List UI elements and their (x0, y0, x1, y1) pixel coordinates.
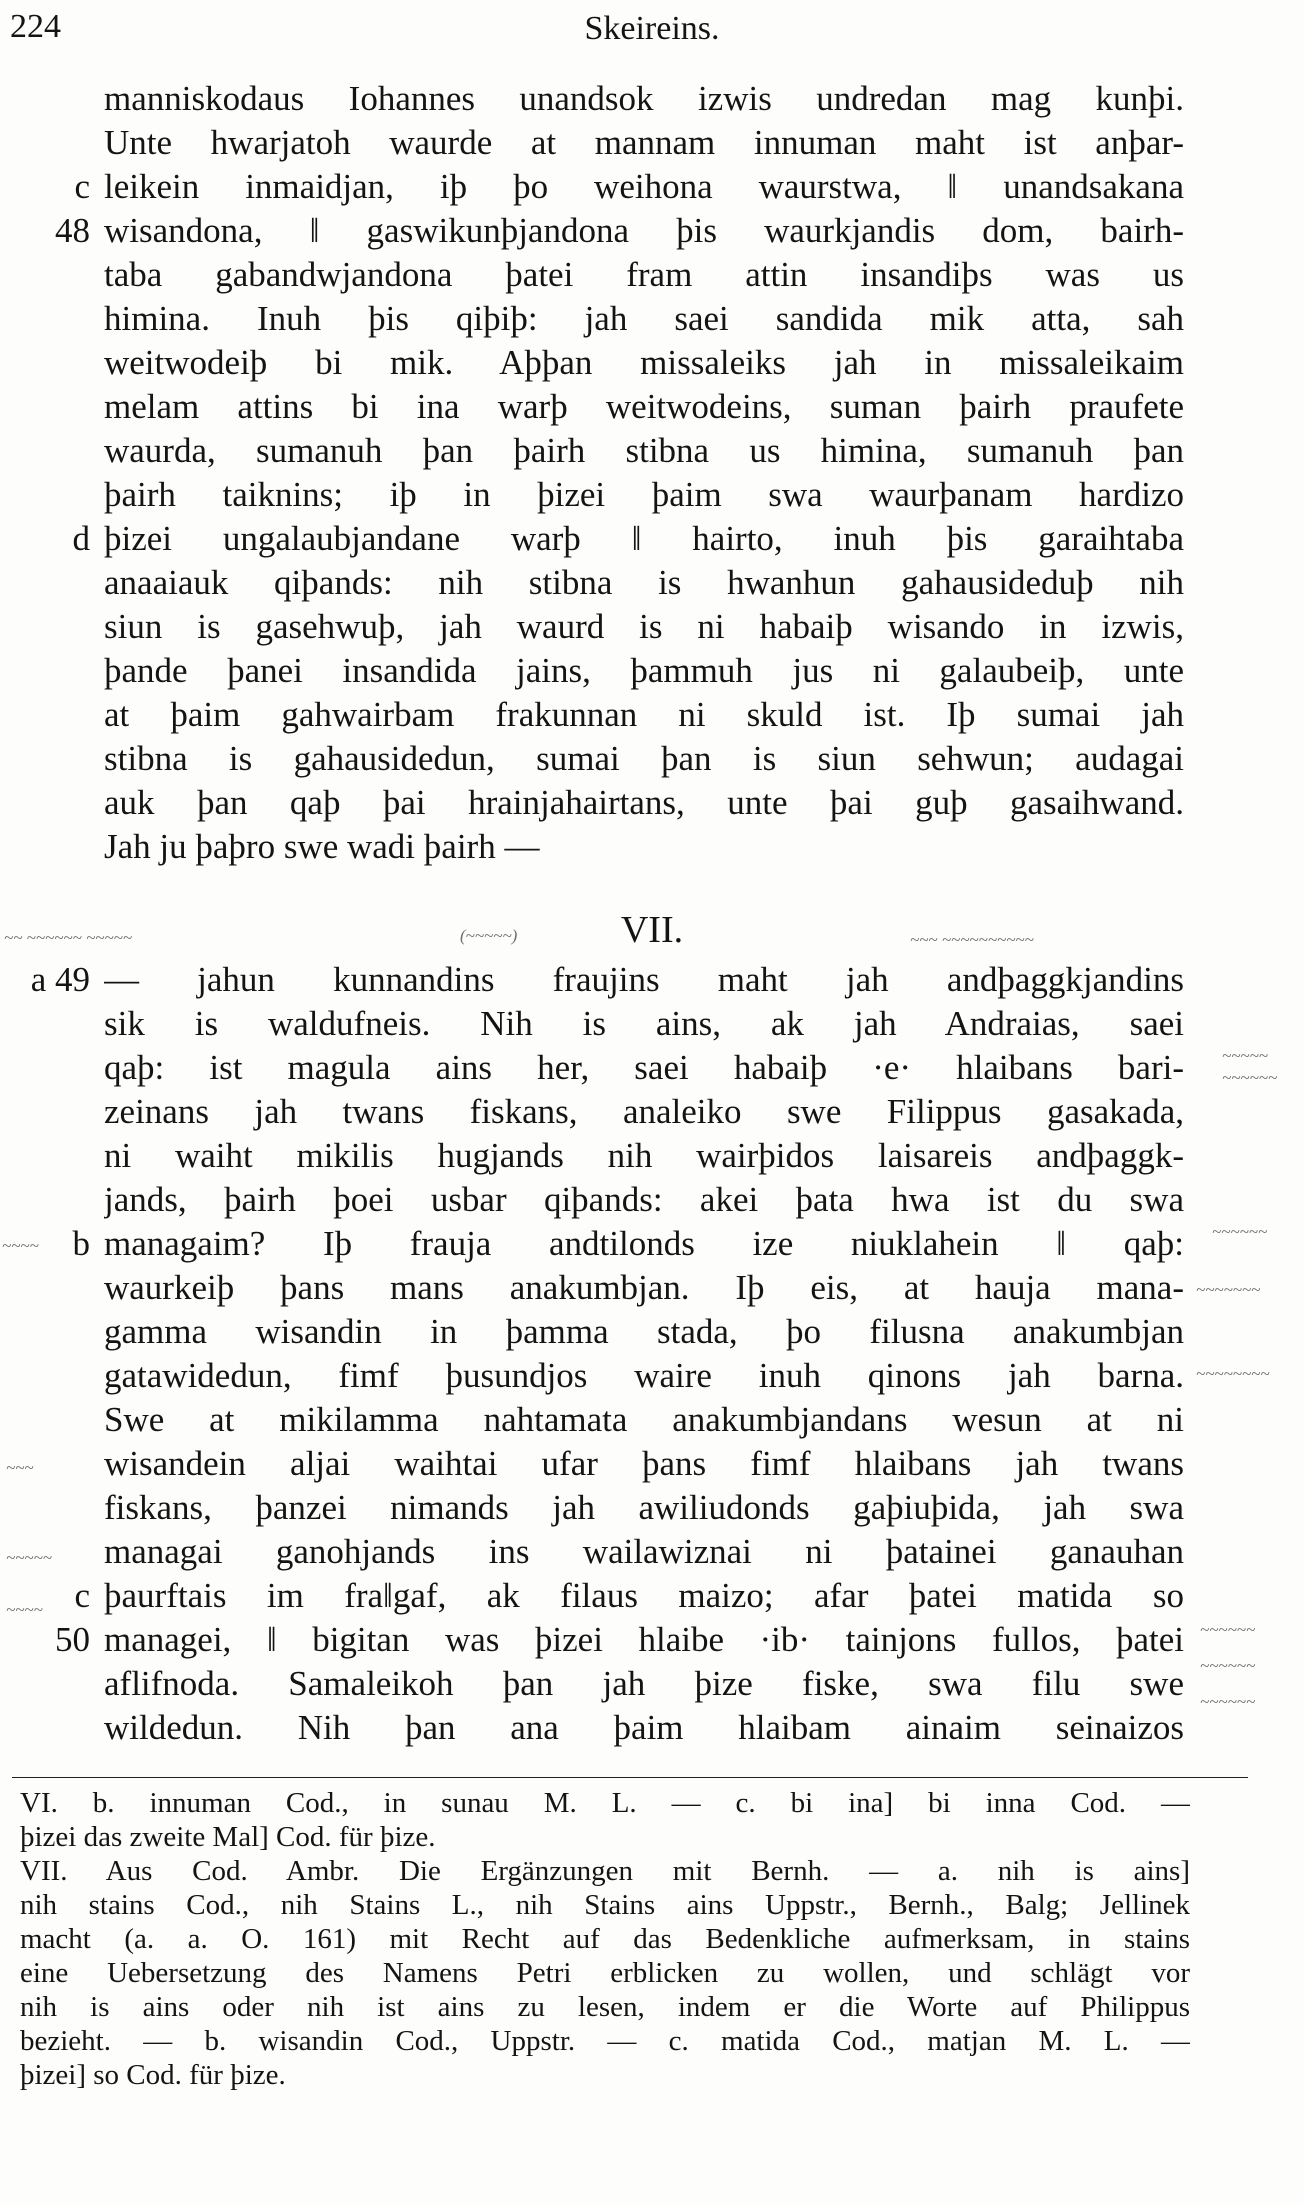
handwritten-annotation: ~~~~ (2, 1236, 39, 1255)
text-line: himina. Inuh þis qiþiþ: jah saei sandida mik atta, sah (104, 299, 1184, 338)
footnote-line: eine Uebersetzung des Namens Petri erblicken zu wollen, und schlägt vor (20, 1957, 1190, 1989)
running-title: Skeireins. (584, 10, 720, 47)
text-line: wildedun. Nih þan ana þaim hlaibam ainaim seinaizos (104, 1708, 1184, 1747)
section-heading: VII. (620, 909, 684, 951)
text-line: weitwodeiþ bi mik. Aþþan missaleiks jah in missaleikaim (104, 343, 1184, 382)
text-line: þairh taiknins; iþ in þizei þaim swa waurþanam hardizo (104, 475, 1184, 514)
text-line: þizei ungalaubjandane warþ ‖ hairto, inuh þis garaihtaba (104, 519, 1184, 558)
text-line: wisandein aljai waihtai ufar þans fimf hlaibans jah twans (104, 1444, 1184, 1483)
handwritten-annotation: ~~~~~ (1222, 1046, 1268, 1065)
footnote-divider (12, 1777, 1248, 1778)
text-line: sik is waldufneis. Nih is ains, ak jah Andraias, saei (104, 1004, 1184, 1043)
text-line: managai ganohjands ins wailawiznai ni þatainei ganauhan (104, 1532, 1184, 1571)
text-line: siun is gasehwuþ, jah waurd is ni habaiþ wisando in izwis, (104, 607, 1184, 646)
text-line: Jah ju þaþro swe wadi þairh — (104, 827, 540, 866)
text-line: auk þan qaþ þai hrainjahairtans, unte þai guþ gasaihwand. (104, 783, 1184, 822)
text-line: waurkeiþ þans mans anakumbjan. Iþ eis, at hauja mana- (104, 1268, 1184, 1307)
text-line: managaim? Iþ frauja andtilonds ize niuklahein ‖ qaþ: (104, 1224, 1184, 1263)
footnote-line: nih is ains oder nih ist ains zu lesen, indem er die Worte auf Philippus (20, 1991, 1190, 2023)
footnote-line: bezieht. — b. wisandin Cod., Uppstr. — c. matida Cod., matjan M. L. — (20, 2025, 1190, 2057)
margin-marker: c (74, 1576, 90, 1615)
text-line: manniskodaus Iohannes unandsok izwis undredan mag kunþi. (104, 79, 1184, 118)
footnote-line: þizei das zweite Mal] Cod. für þize. (20, 1821, 436, 1853)
text-line: Unte hwarjatoh waurde at mannam innuman maht ist anþar- (104, 123, 1184, 162)
handwritten-annotation: ~~~~~~ (1200, 1656, 1256, 1675)
handwritten-annotation: ~~~ (6, 1458, 34, 1477)
text-line: stibna is gahausidedun, sumai þan is siun sehwun; audagai (104, 739, 1184, 778)
footnote-line: VII. Aus Cod. Ambr. Die Ergänzungen mit Bernh. — a. nih is ains] (20, 1855, 1190, 1887)
handwritten-annotation: ~~~~~~ (1200, 1692, 1256, 1711)
text-line: fiskans, þanzei nimands jah awiliudonds gaþiuþida, jah swa (104, 1488, 1184, 1527)
text-line: Swe at mikilamma nahtamata anakumbjandans wesun at ni (104, 1400, 1184, 1439)
footnote-line: nih stains Cod., nih Stains L., nih Stains ains Uppstr., Bernh., Balg; Jellinek (20, 1889, 1190, 1921)
text-line: jands, þairh þoei usbar qiþands: akei þata hwa ist du swa (104, 1180, 1184, 1219)
running-header (0, 2, 1304, 52)
text-line: at þaim gahwairbam frakunnan ni skuld ist. Iþ sumai jah (104, 695, 1184, 734)
handwritten-annotation: ~~~ ~~~~~~~~~~ (910, 930, 1034, 949)
margin-marker: 48 (55, 211, 90, 250)
margin-marker: d (72, 519, 90, 558)
margin-marker: 50 (55, 1620, 90, 1659)
text-line: gamma wisandin in þamma stada, þo filusna anakumbjan (104, 1312, 1184, 1351)
handwritten-annotation: ~~~~~~ (1222, 1068, 1278, 1087)
text-line: aflifnoda. Samaleikoh þan jah þize fiske, swa filu swe (104, 1664, 1184, 1703)
text-line: zeinans jah twans fiskans, analeiko swe Filippus gasakada, (104, 1092, 1184, 1131)
margin-marker: c (74, 167, 90, 206)
handwritten-annotation: ~~~~~~ (1212, 1222, 1268, 1241)
handwritten-annotation: ~~ ~~~~~~ ~~~~~ (4, 928, 133, 947)
margin-marker: a 49 (30, 960, 90, 999)
text-line: waurda, sumanuh þan þairh stibna us himina, sumanuh þan (104, 431, 1184, 470)
footnote-line: þizei] so Cod. für þize. (20, 2059, 286, 2091)
margin-marker: b (72, 1224, 90, 1263)
text-line: þaurftais im fra‖gaf, ak filaus maizo; afar þatei matida so (104, 1576, 1184, 1615)
text-line: — jahun kunnandins fraujins maht jah andþaggkjandins (104, 960, 1184, 999)
text-line: anaaiauk qiþands: nih stibna is hwanhun gahausideduþ nih (104, 563, 1184, 602)
page-number: 224 (10, 8, 61, 45)
text-line: melam attins bi ina warþ weitwodeins, suman þairh praufete (104, 387, 1184, 426)
handwritten-annotation: (~~~~~) (460, 926, 518, 945)
handwritten-annotation: ~~~~~ (6, 1548, 52, 1567)
handwritten-annotation: ~~~~~~~~ (1196, 1364, 1270, 1383)
footnote-line: macht (a. a. O. 161) mit Recht auf das Bedenkliche aufmerksam, in stains (20, 1923, 1190, 1955)
text-line: þande þanei insandida jains, þammuh jus ni galaubeiþ, unte (104, 651, 1184, 690)
footnote-line: VI. b. innuman Cod., in sunau M. L. — c. bi ina] bi inna Cod. — (20, 1787, 1190, 1819)
text-line: wisandona, ‖ gaswikunþjandona þis waurkjandis dom, bairh- (104, 211, 1184, 250)
handwritten-annotation: ~~~~~~~ (1196, 1280, 1261, 1299)
text-line: ni waiht mikilis hugjands nih wairþidos laisareis andþaggk- (104, 1136, 1184, 1175)
text-line: gatawidedun, fimf þusundjos waire inuh qinons jah barna. (104, 1356, 1184, 1395)
text-line: leikein inmaidjan, iþ þo weihona waurstwa, ‖ unandsakana (104, 167, 1184, 206)
text-line: qaþ: ist magula ains her, saei habaiþ ·e· hlaibans bari- (104, 1048, 1184, 1087)
text-line: managei, ‖ bigitan was þizei hlaibe ·ib· tainjons fullos, þatei (104, 1620, 1184, 1659)
handwritten-annotation: ~~~~ (6, 1600, 43, 1619)
text-line: taba gabandwjandona þatei fram attin insandiþs was us (104, 255, 1184, 294)
handwritten-annotation: ~~~~~~ (1200, 1620, 1256, 1639)
